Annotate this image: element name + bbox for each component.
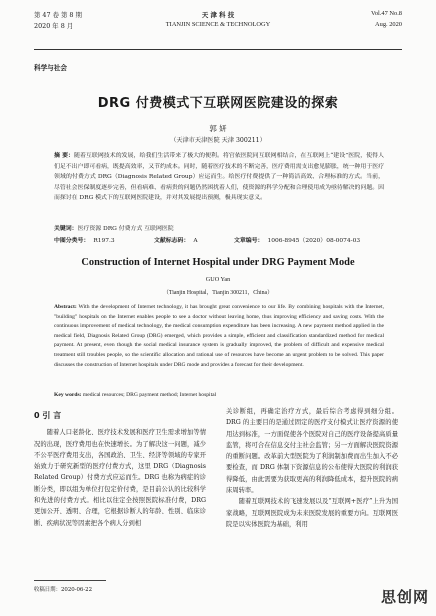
running-header bbox=[0, 10, 436, 50]
header-volume-cn: 第 47 卷 第 8 期 bbox=[34, 11, 82, 19]
footnote-rule bbox=[34, 580, 106, 581]
body-column-left bbox=[34, 404, 206, 529]
header-date-en: Aug. 2020 bbox=[375, 21, 402, 28]
keywords-en bbox=[54, 392, 384, 398]
intro-heading: 0 引 言 bbox=[34, 411, 62, 420]
abstract-cn-text: 随着互联网技术的发展，给我们生活带来了极大的便利。将官依医院同互联网相结合，在互联网上“建设”医院，使得人们足不出户即可看病，既提高效率，又节约成本。同时，随着医疗技术的不断完善，医疗费用需支出愈见膨胀，统一种用于医疗领域的付费方式 DRG（Diagnosis Related Group）应运而生。给医疗付费提供了一种简洁高效、合理标准的方式。当前，尽管社会医保制度逐步完善，但看病难、看病贵的问题仍然困扰着人们，使资源的科学分配和合理使用成为亟待解决的问题。因而探讨在 DRG 模式下的互联网医院建设，并对其发展提出预测，极具现实意义。 bbox=[54, 153, 384, 202]
abstract-en-label: Abstract: bbox=[54, 304, 77, 310]
doc-label: 文献标志码： bbox=[154, 237, 190, 244]
keywords-cn bbox=[54, 223, 384, 232]
body-paragraph: 随着互联网技术的飞速发展以及“互联网+医疗”上升为国家战略，互联网医院成为未来医院发展的重要方向。互联网医院是以实体医院为基础，利用 bbox=[226, 498, 398, 528]
body-column-right bbox=[226, 406, 398, 530]
doc-value: A bbox=[193, 238, 198, 244]
received-date-footnote: 收稿日期：2020-06-22 bbox=[34, 587, 93, 593]
author-en: GUO Yan bbox=[205, 276, 231, 283]
article-title-en: Construction of Internet Hospital under DRG Payment Mode bbox=[81, 257, 355, 268]
abstract-en-text: With the development of Internet technology, it has brought great convenience to our life. By combining hospitals with the Internet, "building" hospitals on the Internet enables people to see a doctor without leaving home, thus improving efficiency and saving costs. With the continuous improvement of medical technology, the medical consumption expenditure has been increasing. A new payment method applied in the medical field, Diagnosis Related Group (DRG) emerged, which provides a simple, efficient and classification standardized method for medical payment. At present, even though the social medical insurance system is gradually improved, the problem of difficult and expensive medical treatment still troubles people, so the scientific allocation and rational use of resources have become an urgent problem to be solved. This paper discusses the construction of Internet hospitals under DRG mode and provides a forecast for their development. bbox=[54, 304, 384, 368]
clc-number bbox=[54, 235, 115, 244]
abstract-en bbox=[54, 303, 384, 370]
keywords-cn-label: 关键词： bbox=[54, 226, 78, 232]
section-label: 科学与社会 bbox=[34, 64, 67, 72]
clc-label: 中图分类号： bbox=[54, 237, 90, 244]
id-label: 文章编号： bbox=[234, 237, 264, 244]
header-date-cn: 2020 年 8 月 bbox=[34, 22, 74, 30]
abstract-cn-label: 摘 要： bbox=[54, 153, 74, 159]
id-value: 1006-8945（2020）08-0074-03 bbox=[267, 238, 361, 244]
abstract-cn bbox=[54, 151, 384, 204]
body-paragraph: 随着人口老龄化、医疗技术发展和医疗卫生需求增加等情况的出现，医疗费用也在快速增长。为了解决这一问题，减少不公平医疗费用支出，各国政治、卫生、经济等领域的专家开始致力于研究新型的医疗付费方式，这里 DRG（Diagnosis Related Group）付费方式应运而生。DRG 也称为病症的诊断分类，即以组为单位打包定价付费，是目前公认的比较科学和先进的付费方式。相比以往定全按照医院标准付费，DRG 更加公开、透明、合理，它根据诊断人的年龄、性别、临床诊断、疾病状况等因素把各个病人分到相 bbox=[34, 429, 206, 527]
header-journal-en: TIANJIN SCIENCE & TECHNOLOGY bbox=[165, 21, 271, 28]
affiliation-cn: （天津市天津医院 天津 300211） bbox=[170, 137, 266, 144]
affiliation-en: （Tianjin Hospital，Tianjin 300211，China） bbox=[163, 290, 273, 296]
article-title-cn: DRG 付费模式下互联网医院建设的探索 bbox=[97, 96, 339, 111]
site-watermark-logo: 思创网 bbox=[381, 588, 430, 606]
header-volume-en: Vol.47 No.8 bbox=[371, 10, 402, 17]
header-rule bbox=[34, 49, 402, 50]
header-journal-cn: 天 津 科 技 bbox=[201, 11, 235, 19]
keywords-en-text: medical resources; DRG payment method; Internet hospital bbox=[82, 392, 217, 398]
keywords-cn-text: 医疗资源 DRG 付费方式 互联网医院 bbox=[77, 226, 174, 232]
article-id bbox=[234, 235, 360, 244]
author-cn: 郭 妍 bbox=[209, 124, 227, 133]
clc-value: R197.3 bbox=[93, 238, 115, 244]
document-code bbox=[154, 235, 198, 244]
keywords-en-label: Key words: bbox=[54, 392, 82, 398]
body-paragraph: 关诊断组，再确定治疗方式，最后综合考虑得到细分组。DRG 的主要目的是通过固定的医疗支付模式让医疗资源的使用达到标准，一方面促使各个医院对自己的医疗设备提高质量监管，将可合在信息交付主社会监管；另一方面解决医院资源的重断问题。改革前大型医院为了利润制加费而出生加入不必要检查，而 DRG 体制下资源信息的公布使得大医院的利润获得降低，由此需要为获取更高的利润降低成本，提升医院的病床周转率。 bbox=[226, 408, 398, 495]
